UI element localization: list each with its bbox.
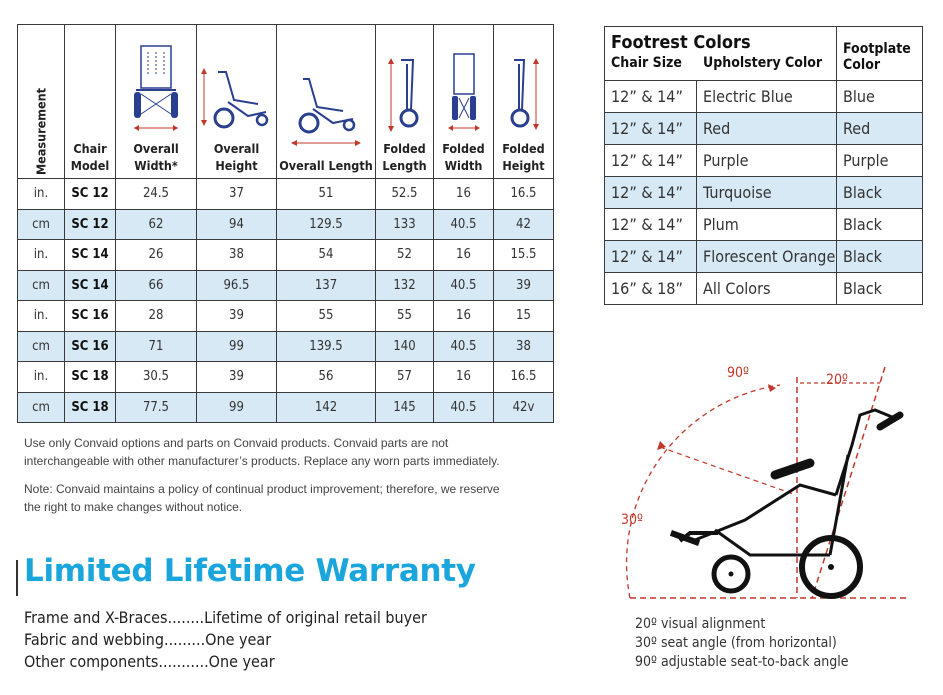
folded-side-icon bbox=[385, 54, 425, 134]
measurement-row bbox=[18, 209, 554, 240]
footrest-row bbox=[605, 209, 923, 241]
chair-side-length-icon bbox=[287, 71, 365, 151]
measurement-cell-model: SC 12 bbox=[65, 209, 116, 240]
measurement-cell-model: SC 18 bbox=[65, 392, 116, 423]
footrest-cell-size: 12” & 14” bbox=[605, 81, 697, 113]
footrest-row bbox=[605, 177, 923, 209]
header-folded-height bbox=[494, 25, 554, 179]
measurement-cell-fh: 38 bbox=[494, 331, 554, 362]
measurement-row bbox=[18, 301, 554, 332]
measurement-cell-ol: 142 bbox=[277, 392, 376, 423]
measurement-cell-fw: 16 bbox=[434, 362, 494, 393]
measurement-cell-fh: 39 bbox=[494, 270, 554, 301]
measurement-cell-ol: 55 bbox=[277, 301, 376, 332]
header-chair-model: Chair Model bbox=[65, 25, 116, 179]
measurement-cell-oh: 94 bbox=[197, 209, 277, 240]
measurement-cell-model: SC 16 bbox=[65, 331, 116, 362]
footrest-title-cell bbox=[605, 27, 837, 81]
footrest-title: Footrest Colors bbox=[611, 32, 751, 53]
measurement-cell-fh: 15 bbox=[494, 301, 554, 332]
measurement-cell-unit: cm bbox=[18, 392, 65, 423]
measurement-cell-fl: 133 bbox=[376, 209, 434, 240]
footrest-cell-upholstery: All Colors bbox=[697, 273, 837, 305]
footrest-row bbox=[605, 241, 923, 273]
measurement-cell-ol: 129.5 bbox=[277, 209, 376, 240]
footrest-cell-upholstery: Turquoise bbox=[697, 177, 837, 209]
warranty-line-other: Other components...........One year bbox=[24, 652, 275, 671]
measurement-cell-oh: 38 bbox=[197, 240, 277, 271]
header-overall-length bbox=[277, 25, 376, 179]
measurement-cell-ol: 56 bbox=[277, 362, 376, 393]
header-overall-height bbox=[197, 25, 277, 179]
measurement-row bbox=[18, 331, 554, 362]
measurement-cell-unit: cm bbox=[18, 270, 65, 301]
measurement-cell-ol: 139.5 bbox=[277, 331, 376, 362]
header-folded-length-label: Folded Length bbox=[382, 141, 427, 173]
measurement-cell-oh: 39 bbox=[197, 301, 277, 332]
footrest-cell-size: 12” & 14” bbox=[605, 209, 697, 241]
measurement-cell-oh: 99 bbox=[197, 331, 277, 362]
measurement-cell-fl: 132 bbox=[376, 270, 434, 301]
measurement-cell-unit: cm bbox=[18, 331, 65, 362]
measurement-cell-model: SC 14 bbox=[65, 270, 116, 301]
measurement-table-body bbox=[18, 179, 554, 423]
footrest-cell-footplate: Blue bbox=[837, 81, 923, 113]
caption-seat-angle: 30º seat angle (from horizontal) bbox=[635, 635, 837, 651]
measurement-cell-fh: 15.5 bbox=[494, 240, 554, 271]
header-overall-height-label: Overall Height bbox=[213, 141, 260, 173]
measurement-cell-fw: 40.5 bbox=[434, 331, 494, 362]
footrest-table-body bbox=[605, 81, 923, 305]
measurement-cell-fh: 42v bbox=[494, 392, 554, 423]
measurement-cell-fl: 57 bbox=[376, 362, 434, 393]
measurement-cell-ol: 51 bbox=[277, 179, 376, 210]
footrest-cell-upholstery: Purple bbox=[697, 145, 837, 177]
measurement-cell-ol: 137 bbox=[277, 270, 376, 301]
footrest-cell-size: 12” & 14” bbox=[605, 241, 697, 273]
measurement-cell-fw: 40.5 bbox=[434, 392, 494, 423]
measurement-cell-unit: in. bbox=[18, 179, 65, 210]
measurement-cell-fl: 55 bbox=[376, 301, 434, 332]
footrest-cell-footplate: Black bbox=[837, 273, 923, 305]
warranty-line-fabric: Fabric and webbing.........One year bbox=[24, 630, 272, 649]
tilted-reference-line bbox=[812, 367, 885, 598]
angle-20-label: 20º bbox=[826, 372, 848, 388]
header-folded-width-label: Folded Width bbox=[442, 141, 485, 173]
measurement-cell-ow: 71 bbox=[116, 331, 197, 362]
footrest-row bbox=[605, 113, 923, 145]
footrest-cell-size: 16” & 18” bbox=[605, 273, 697, 305]
measurement-cell-fl: 52 bbox=[376, 240, 434, 271]
measurement-cell-model: SC 12 bbox=[65, 179, 116, 210]
measurement-cell-ow: 26 bbox=[116, 240, 197, 271]
measurement-cell-fw: 40.5 bbox=[434, 270, 494, 301]
measurement-cell-ol: 54 bbox=[277, 240, 376, 271]
footrest-cell-footplate: Black bbox=[837, 209, 923, 241]
measurement-cell-oh: 37 bbox=[197, 179, 277, 210]
footrest-colors-table bbox=[604, 26, 923, 305]
footrest-header-row bbox=[605, 27, 923, 81]
measurement-cell-fw: 16 bbox=[434, 301, 494, 332]
header-overall-width bbox=[116, 25, 197, 179]
footrest-cell-upholstery: Red bbox=[697, 113, 837, 145]
measurement-cell-fw: 16 bbox=[434, 240, 494, 271]
measurement-cell-model: SC 16 bbox=[65, 301, 116, 332]
measurement-cell-unit: in. bbox=[18, 240, 65, 271]
header-folded-width bbox=[434, 25, 494, 179]
header-overall-width-label: Overall Width* bbox=[133, 141, 179, 173]
measurement-cell-fl: 145 bbox=[376, 392, 434, 423]
parts-note: Use only Convaid options and parts on Convaid products. Convaid parts are not interchangeable with other manufacturer’s products. Replace any worn parts immediately. bbox=[24, 436, 500, 468]
footrest-row bbox=[605, 145, 923, 177]
measurement-cell-fl: 140 bbox=[376, 331, 434, 362]
header-measurement-label: Measurement bbox=[33, 87, 49, 176]
chair-armrest bbox=[775, 463, 810, 475]
header-chair-size: Chair Size bbox=[611, 55, 682, 71]
measurement-cell-model: SC 14 bbox=[65, 240, 116, 271]
measurement-cell-unit: in. bbox=[18, 301, 65, 332]
chair-front-icon bbox=[126, 34, 186, 134]
header-overall-length-label: Overall Length bbox=[279, 158, 373, 173]
footrest-cell-footplate: Black bbox=[837, 241, 923, 273]
measurement-row bbox=[18, 240, 554, 271]
measurement-row bbox=[18, 392, 554, 423]
arc-90 bbox=[627, 385, 780, 598]
measurement-header-row bbox=[18, 25, 554, 179]
footrest-cell-upholstery: Florescent Orange bbox=[697, 241, 837, 273]
measurement-cell-ow: 62 bbox=[116, 209, 197, 240]
measurement-cell-ow: 30.5 bbox=[116, 362, 197, 393]
measurement-cell-oh: 96.5 bbox=[197, 270, 277, 301]
footrest-cell-size: 12” & 14” bbox=[605, 113, 697, 145]
measurement-cell-unit: in. bbox=[18, 362, 65, 393]
chair-side-icon bbox=[198, 64, 276, 134]
footrest-cell-size: 12” & 14” bbox=[605, 145, 697, 177]
header-footplate-color bbox=[837, 27, 923, 81]
measurement-cell-oh: 39 bbox=[197, 362, 277, 393]
measurement-table bbox=[17, 24, 554, 423]
footrest-cell-footplate: Purple bbox=[837, 145, 923, 177]
folded-height-icon bbox=[504, 54, 544, 134]
measurement-cell-ow: 24.5 bbox=[116, 179, 197, 210]
measurement-cell-fw: 40.5 bbox=[434, 209, 494, 240]
measurement-row bbox=[18, 179, 554, 210]
measurement-cell-fh: 42 bbox=[494, 209, 554, 240]
measurement-cell-unit: cm bbox=[18, 209, 65, 240]
angle-30-label: 30º bbox=[621, 512, 643, 528]
angle-90-label: 90º bbox=[727, 365, 749, 381]
measurement-cell-fl: 52.5 bbox=[376, 179, 434, 210]
warranty-line-frame: Frame and X-Braces........Lifetime of original retail buyer bbox=[24, 608, 427, 627]
header-upholstery-color: Upholstery Color bbox=[703, 55, 823, 71]
measurement-cell-model: SC 18 bbox=[65, 362, 116, 393]
footrest-cell-upholstery: Plum bbox=[697, 209, 837, 241]
header-folded-length bbox=[376, 25, 434, 179]
measurement-row bbox=[18, 362, 554, 393]
measurement-cell-fh: 16.5 bbox=[494, 362, 554, 393]
measurement-cell-oh: 99 bbox=[197, 392, 277, 423]
measurement-cell-ow: 77.5 bbox=[116, 392, 197, 423]
header-measurement bbox=[18, 25, 65, 179]
folded-front-icon bbox=[444, 50, 484, 134]
warranty-title: Limited Lifetime Warranty bbox=[24, 553, 476, 589]
measurement-cell-ow: 66 bbox=[116, 270, 197, 301]
caption-back-angle: 90º adjustable seat-to-back angle bbox=[635, 654, 849, 670]
wheelchair-angle-diagram bbox=[600, 355, 930, 605]
header-folded-height-label: Folded Height bbox=[502, 141, 545, 173]
measurement-row bbox=[18, 270, 554, 301]
measurement-cell-fh: 16.5 bbox=[494, 179, 554, 210]
footrest-row bbox=[605, 273, 923, 305]
warranty-title-bar bbox=[16, 560, 18, 596]
measurement-cell-ow: 28 bbox=[116, 301, 197, 332]
footrest-cell-size: 12” & 14” bbox=[605, 177, 697, 209]
policy-note: Note: Convaid maintains a policy of continual product improvement; therefore, we reserve the right to make changes without notice. bbox=[24, 482, 500, 514]
measurement-cell-fw: 16 bbox=[434, 179, 494, 210]
footrest-cell-footplate: Red bbox=[837, 113, 923, 145]
footrest-cell-upholstery: Electric Blue bbox=[697, 81, 837, 113]
footrest-row bbox=[605, 81, 923, 113]
caption-visual-alignment: 20º visual alignment bbox=[635, 616, 766, 632]
footrest-cell-footplate: Black bbox=[837, 177, 923, 209]
header-footplate-color-label: Footplate Color bbox=[843, 41, 911, 73]
